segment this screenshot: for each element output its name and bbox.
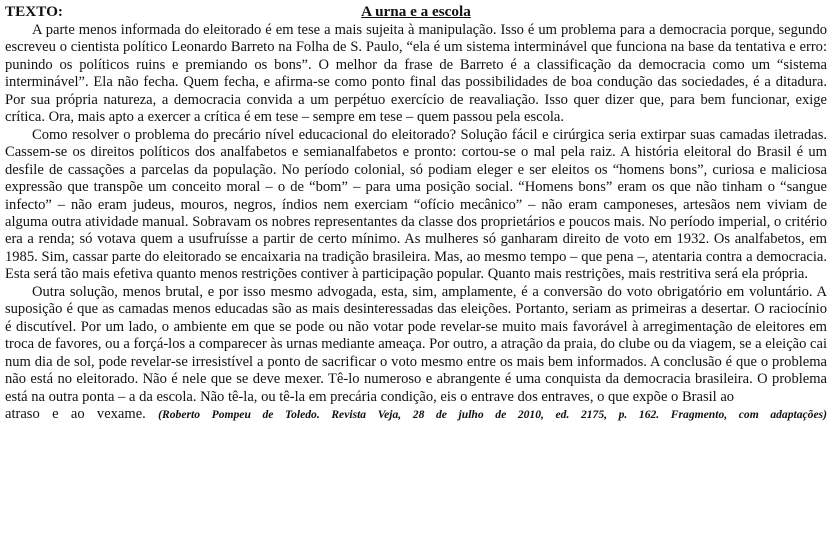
- source-citation: (Roberto Pompeu de Toledo. Revista Veja, 28 de julho de 2010, ed. 2175, p. 162. Fragmento, com adaptações): [158, 407, 828, 421]
- closing-line: [5, 406, 827, 423]
- article-body: [5, 22, 827, 423]
- paragraph-1: A parte menos informada do eleitorado é em tese a mais sujeita à manipulação. Isso é um problema para a democracia porque, segundo escreveu o cientista político Leonardo Barreto na Folha de S. Paulo, “ela é um sistema interminável que funciona na base da tentativa e erro: punindo os políticos ruins e premiando os bons”. O melhor da frase de Barreto é a classificação da democracia como um “sistema interminável”. Ela não fecha. Quem fecha, e afirma-se como ponto final das possibilidades de boa condução das sociedades, é a ditadura. Por sua própria natureza, a democracia convida a um perpétuo exercício de reavaliação. Isso quer dizer que, para bem funcionar, exige crítica. Ora, mais apto a exercer a crítica é em tese – sempre em tese – quem passou pela escola.: [5, 22, 827, 126]
- article-title: A urna e a escola: [361, 3, 471, 20]
- paragraph-3: Outra solução, menos brutal, e por isso mesmo advogada, esta, sim, amplamente, é a conversão do voto obrigatório em voluntário. A suposição é que as camadas menos educadas são as mais desinteressadas das eleições. Portanto, seriam as primeiras a desertar. O raciocínio é discutível. Por um lado, o ambiente em que se pode ou não votar pode revelar-se muito mais favorável à arregimentação de eleitores em troca de favores, ou a forçá-los a comparecer às urnas mediante ameaça. Por outro, a atração da praia, do clube ou da viagem, se a eleição cai num dia de sol, pode revelar-se irresistível a ponto de sacrificar o voto mesmo entre os mais bem informados. A conclusão é que o problema não está no eleitorado. Não é nele que se deve mexer. Tê-lo numeroso e abrangente é uma conquista da democracia brasileira. O problema está na outra ponta – a da escola. Não tê-la, ou tê-la em precária condição, eis o entrave dos entraves, o que expõe o Brasil ao: [5, 283, 827, 405]
- closing-text: atraso e ao vexame.: [5, 405, 146, 422]
- paragraph-2: Como resolver o problema do precário nível educacional do eleitorado? Solução fácil e cirúrgica seria extirpar suas camadas iletradas. Cassem-se os direitos políticos dos analfabetos e semianalfabetos e pronto: cortou-se o mal pela raiz. A história eleitoral do Brasil é um desfile de cassações a parcelas da população. No período colonial, só podiam eleger e ser eleitos os “homens bons”, curiosa e maliciosa expressão que transpõe um conceito moral – o de “bom” – para uma posição social. “Homens bons” eram os que não tinham o “sangue infecto” – não eram judeus, mouros, negros, índios nem exerciam “ofício mecânico” – não eram camponeses, artesãos nem viviam de alguma outra atividade manual. Sobravam os nobres representantes da classe dos proprietários e poucos mais. No período imperial, o critério era a renda; só votava quem a usufruísse a partir de certo mínimo. As mulheres só ganharam direito de voto em 1932. Os analfabetos, em 1985. Sim, cassar parte do eleitorado se encaixaria na tradição brasileira. Mas, ao mesmo tempo – que pena –, atentaria contra a democracia. Esta será tão mais efetiva quanto menos restrições contiver à participação popular. Quanto mais restrições, mais restritiva será ela própria.: [5, 126, 827, 283]
- text-label: TEXTO:: [5, 3, 63, 20]
- text-header: [5, 3, 827, 22]
